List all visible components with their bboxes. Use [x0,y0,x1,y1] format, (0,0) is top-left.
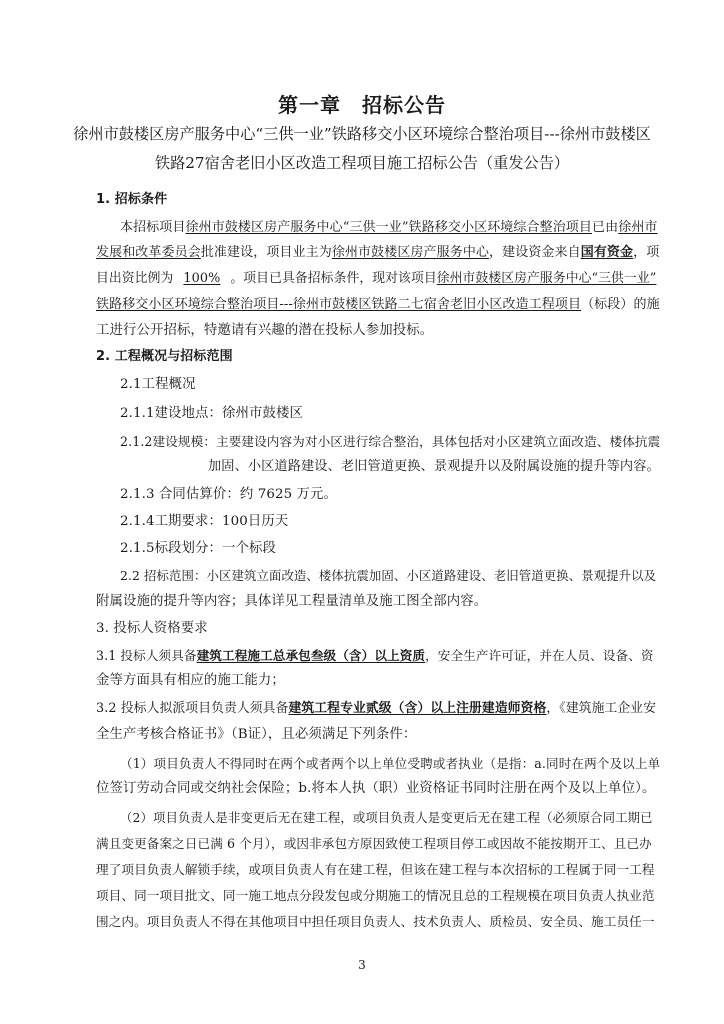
item-2-2: 2.2 招标范围：小区建筑立面改造、楼体抗震加固、小区道路建设、老旧管道更换、景观提升以及 [120,568,657,583]
item-2-1-3: 2.1.3 合同估算价：约 7625 万元。 [120,487,338,502]
condition-2-cont-3: 项目、同一项目批文、同一施工地点分段发包或分期施工的情况且总的工程规模在项目负责人执业范 [96,888,655,903]
item-2-1-2: 2.1.2建设规模：主要建设内容为对小区进行综合整治，具体包括对小区建筑立面改造、楼体抗震 [120,434,661,449]
item-2-1: 2.1工程概况 [120,377,196,392]
s1-line-1: 本招标项目徐州市鼓楼区房产服务中心“三供一业”铁路移交小区环境综合整治项目已由徐州市 [120,220,658,235]
page-number: 3 [358,958,366,972]
s1-line-2: 发展和改革委员会批准建设，项目业主为徐州市鼓楼区房产服务中心，建设资金来自国有资金，项 [96,245,660,260]
item-2-1-2-cont: 加固、小区道路建设、老旧管道更换、景观提升以及附属设施的提升等内容。 [208,459,660,474]
subtitle-line-2: 铁路27宿舍老旧小区改造工程项目施工招标公告（重发公告） [154,154,570,172]
item-2-1-4: 2.1.4工期要求：100日历天 [120,514,289,529]
para-3-2-cont: 全生产考核合格证书》（B证），且必须满足下列条件： [96,727,417,742]
section-3-heading: 3. 投标人资格要求 [96,621,208,636]
s1-line-4: 铁路移交小区环境综合整治项目---徐州市鼓楼区铁路二七宿舍老旧小区改造工程项目（标段）的施 [96,297,660,312]
condition-2-cont-2: 理了项目负责人解锁手续，或项目负责人有在建工程，但该在建工程与本次招标的工程属于同一工程 [96,862,655,877]
item-2-1-5: 2.1.5标段划分：一个标段 [120,541,276,556]
condition-1: （1）项目负责人不得同时在两个或者两个以上单位受聘或者执业（是指：a.同时在两个及以上单 [120,756,661,771]
s1-line-5: 工进行公开招标，特邀请有兴趣的潜在投标人参加投标。 [96,323,434,338]
condition-2-cont-1: 满且变更备案之日已满 6 个月），或因非承包方原因致使工程项目停工或因故不能按期开工、且已办 [96,836,652,851]
item-2-2-cont: 附属设施的提升等内容；具体详见工程量清单及施工图全部内容。 [96,594,488,609]
s1-line-3: 目出资比例为 100% 。项目已具备招标条件，现对该项目徐州市鼓楼区房产服务中心“三供一业” [96,271,657,286]
para-3-2: 3.2 投标人拟派项目负责人须具备建筑工程专业贰级（含）以上注册建造师资格，《建筑施工企业安 [96,701,657,716]
chapter-title: 第一章 招标公告 [278,93,446,117]
para-3-1: 3.1 投标人须具备建筑工程施工总承包叁级（含）以上资质，安全生产许可证，并在人员、设备、资 [96,648,654,663]
item-2-1-1: 2.1.1建设地点：徐州市鼓楼区 [120,406,303,421]
condition-2-cont-4: 围之内。项目负责人不得在其他项目中担任项目负责人、技术负责人、质检员、安全员、施工员任一 [96,914,655,929]
subtitle-line-1: 徐州市鼓楼区房产服务中心“三供一业”铁路移交小区环境综合整治项目---徐州市鼓楼区 [73,125,651,143]
para-3-1-cont: 金等方面具有相应的施工能力； [96,673,285,688]
condition-1-cont: 位签订劳动合同或交纳社会保险；b.将本人执（职）业资格证书同时注册在两个及以上单位）。 [96,781,656,796]
section-1-heading: 1. 招标条件 [96,192,168,207]
section-2-heading: 2. 工程概况与招标范围 [96,349,233,364]
condition-2: （2）项目负责人是非变更后无在建工程，或项目负责人是变更后无在建工程（必须原合同工期已 [120,810,653,825]
